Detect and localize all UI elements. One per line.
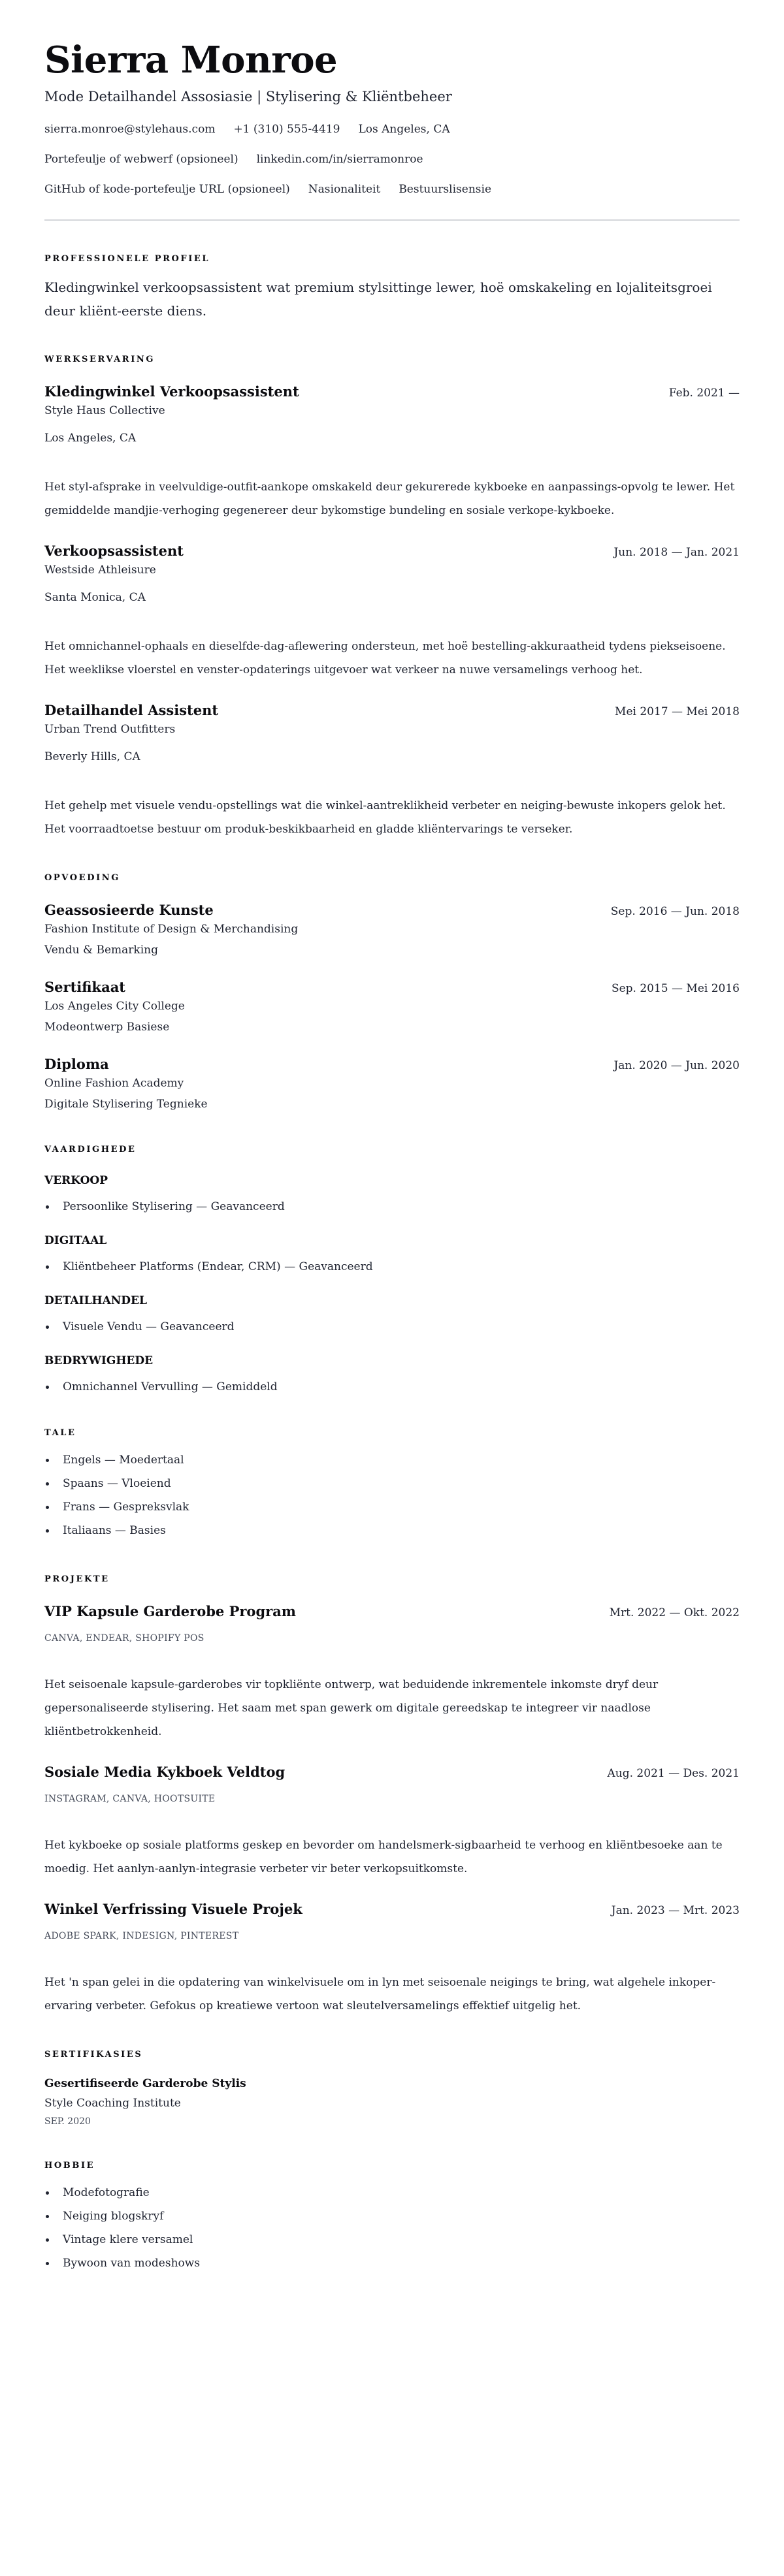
education-dates: Sep. 2015 — Mei 2016 <box>611 982 740 995</box>
skill-list <box>44 1195 740 1218</box>
project-title: Winkel Verfrissing Visuele Projek <box>44 1901 302 1917</box>
project-tools: INSTAGRAM, CANVA, HOOTSUITE <box>44 1794 216 1804</box>
school-name: Los Angeles City College <box>44 1000 185 1013</box>
job-location: Santa Monica, CA <box>44 591 146 604</box>
project-tools: CANVA, ENDEAR, SHOPIFY POS <box>44 1633 204 1644</box>
language-item: Spaans — Vloeiend <box>44 1472 740 1495</box>
experience-entry <box>44 701 740 841</box>
contact-linkedin[interactable]: linkedin.com/in/sierramonroe <box>256 153 423 166</box>
header-divider <box>44 219 740 221</box>
contact-email[interactable]: sierra.monroe@stylehaus.com <box>44 123 216 136</box>
project-description: Het seisoenale kapsule-garderobes vir topkliënte ontwerp, wat beduidende inkrementele inkomste dryf deur gepersonaliseerde stylisering. Het saam met span gewerk om digitale gereedskap te integreer vir naadlose kliëntbetrokkenheid. <box>44 1678 659 1738</box>
job-description: Het gehelp met visuele vendu-opstellings wat die winkel-aantreklikheid verbeter en neiging-bewuste inkopers gelok het. Het voorraadtoetse bestuur om produk-beskikbaarheid en gladde kliëntervarings te verseker. <box>44 799 726 836</box>
skill-item: Visuele Vendu — Geavanceerd <box>44 1315 740 1339</box>
hobby-item: Bywoon van modeshows <box>44 2251 740 2275</box>
section-title-education: OPVOEDING <box>44 873 120 883</box>
certification-issuer: Style Coaching Institute <box>44 2097 181 2110</box>
job-dates: Mei 2017 — Mei 2018 <box>615 705 740 718</box>
contact-row-primary <box>44 121 740 137</box>
job-company: Urban Trend Outfitters <box>44 723 176 736</box>
project-entry <box>44 1763 740 1881</box>
section-education <box>44 872 740 1113</box>
certification-entry <box>44 2075 740 2129</box>
certification-date: SEP. 2020 <box>44 2116 91 2127</box>
education-dates: Jan. 2020 — Jun. 2020 <box>613 1059 740 1072</box>
contact-drivers-license: Bestuurslisensie <box>399 183 491 196</box>
section-title-hobbies: HOBBIE <box>44 2161 95 2171</box>
project-tools: ADOBE SPARK, INDESIGN, PINTEREST <box>44 1931 239 1941</box>
project-entry <box>44 1900 740 2018</box>
job-dates: Jun. 2018 — Jan. 2021 <box>613 546 740 559</box>
school-name: Online Fashion Academy <box>44 1077 184 1090</box>
degree-title: Sertifikaat <box>44 979 126 995</box>
languages-block <box>44 1427 740 1542</box>
hobby-item: Vintage klere versamel <box>44 2228 740 2251</box>
resume-header <box>44 37 740 197</box>
job-description: Het omnichannel-ophaals en dieselfde-dag-aflewering ondersteun, met hoë bestelling-akkuraatheid tydens piekseisoene. Het weeklikse vloerstel en venster-opdaterings uitgevoer wat verkeer na nuwe versamelings verhoog het. <box>44 640 726 676</box>
hobby-item: Neiging blogskryf <box>44 2204 740 2228</box>
skill-list <box>44 1315 740 1339</box>
contact-github[interactable]: GitHub of kode-portefeulje URL (opsioneel) <box>44 183 290 196</box>
certification-name: Gesertifiseerde Garderobe Stylis <box>44 2077 246 2090</box>
project-entry <box>44 1602 740 1743</box>
contact-phone[interactable]: +1 (310) 555-4419 <box>233 123 340 136</box>
language-item: Engels — Moedertaal <box>44 1448 740 1472</box>
skill-group-title: DETAILHANDEL <box>44 1294 147 1307</box>
school-name: Fashion Institute of Design & Merchandising <box>44 923 299 936</box>
skill-list <box>44 1375 740 1399</box>
degree-title: Diploma <box>44 1056 109 1072</box>
hobby-list <box>44 2181 740 2275</box>
section-title-certifications: SERTIFIKASIES <box>44 2050 143 2059</box>
project-dates: Aug. 2021 — Des. 2021 <box>607 1767 740 1780</box>
project-dates: Jan. 2023 — Mrt. 2023 <box>611 1904 740 1917</box>
skill-group <box>44 1233 740 1279</box>
job-title: Detailhandel Assistent <box>44 702 219 718</box>
section-title-languages: TALE <box>44 1428 76 1438</box>
hobby-item: Modefotografie <box>44 2181 740 2204</box>
job-title: Kledingwinkel Verkoopsassistent <box>44 383 299 400</box>
profile-summary: Kledingwinkel verkoopsassistent wat premium stylsittinge lewer, hoë omskakeling en lojaliteitsgroei deur kliënt-eerste diens. <box>44 279 712 319</box>
contact-portfolio[interactable]: Portefeulje of webwerf (opsioneel) <box>44 153 238 166</box>
contact-row-links <box>44 151 740 167</box>
language-list <box>44 1448 740 1542</box>
field-of-study: Modeontwerp Basiese <box>44 1021 170 1034</box>
section-projects <box>44 1574 740 2018</box>
job-title: Verkoopsassistent <box>44 543 184 559</box>
section-title-skills: VAARDIGHEDE <box>44 1145 137 1154</box>
education-entry <box>44 978 740 1036</box>
language-item: Frans — Gespreksvlak <box>44 1495 740 1519</box>
skill-item: Omnichannel Vervulling — Gemiddeld <box>44 1375 740 1399</box>
experience-entry <box>44 542 740 682</box>
degree-title: Geassosieerde Kunste <box>44 902 214 918</box>
skill-group-title: VERKOOP <box>44 1174 108 1187</box>
section-profile <box>44 253 740 323</box>
section-title-projects: PROJEKTE <box>44 1574 110 1584</box>
project-description: Het kykboeke op sosiale platforms geskep en bevorder om handelsmerk-sigbaarheid te verhoog en kliëntbesoeke aan te moedig. Het aanlyn-aanlyn-integrasie verbeter vir beter verkopsuitkomste. <box>44 1839 723 1875</box>
project-title: Sosiale Media Kykboek Veldtog <box>44 1764 286 1780</box>
field-of-study: Digitale Stylisering Tegnieke <box>44 1098 208 1111</box>
skill-list <box>44 1255 740 1279</box>
job-company: Style Haus Collective <box>44 404 165 417</box>
skill-group <box>44 1353 740 1399</box>
job-description: Het styl-afsprake in veelvuldige-outfit-aankope omskakeld deur gekurerede kykboeke en aanpassings-opvolg te lewer. Het gemiddelde mandjie-verhoging gegenereer deur bykomstige bundeling en sosiale verkope-kykboeke. <box>44 481 735 517</box>
skill-group-title: BEDRYWIGHEDE <box>44 1354 154 1367</box>
education-dates: Sep. 2016 — Jun. 2018 <box>610 905 740 918</box>
section-skills <box>44 1144 740 1542</box>
contact-nationality: Nasionaliteit <box>308 183 381 196</box>
project-description: Het 'n span gelei in die opdatering van winkelvisuele om in lyn met seisoenale neigings te bring, wat algehele inkoper-ervaring verbeter. Gefokus op kreatiewe vertoon wat sleutelversamelings effektief uitgelig het. <box>44 1976 716 2012</box>
section-certifications <box>44 2049 740 2129</box>
field-of-study: Vendu & Bemarking <box>44 944 159 957</box>
skill-group <box>44 1293 740 1339</box>
contact-location: Los Angeles, CA <box>358 123 450 136</box>
experience-entry <box>44 383 740 522</box>
section-title-experience: WERKSERVARING <box>44 355 155 364</box>
candidate-name: Sierra Monroe <box>44 39 338 82</box>
project-title: VIP Kapsule Garderobe Program <box>44 1603 297 1619</box>
project-dates: Mrt. 2022 — Okt. 2022 <box>609 1606 740 1619</box>
contact-row-extra <box>44 182 740 197</box>
skill-group <box>44 1173 740 1218</box>
skill-group-title: DIGITAAL <box>44 1234 107 1247</box>
job-dates: Feb. 2021 — <box>668 387 740 400</box>
job-location: Los Angeles, CA <box>44 432 137 445</box>
skill-item: Kliëntbeheer Platforms (Endear, CRM) — Geavanceerd <box>44 1255 740 1279</box>
language-item: Italiaans — Basies <box>44 1519 740 1542</box>
section-title-profile: PROFESSIONELE PROFIEL <box>44 254 210 264</box>
education-entry <box>44 1055 740 1113</box>
section-experience <box>44 354 740 841</box>
job-location: Beverly Hills, CA <box>44 750 140 763</box>
job-company: Westside Athleisure <box>44 564 156 577</box>
education-entry <box>44 901 740 959</box>
candidate-headline: Mode Detailhandel Assosiasie | Stylisering & Kliëntbeheer <box>44 89 452 104</box>
section-hobbies <box>44 2160 740 2275</box>
skill-item: Persoonlike Stylisering — Geavanceerd <box>44 1195 740 1218</box>
